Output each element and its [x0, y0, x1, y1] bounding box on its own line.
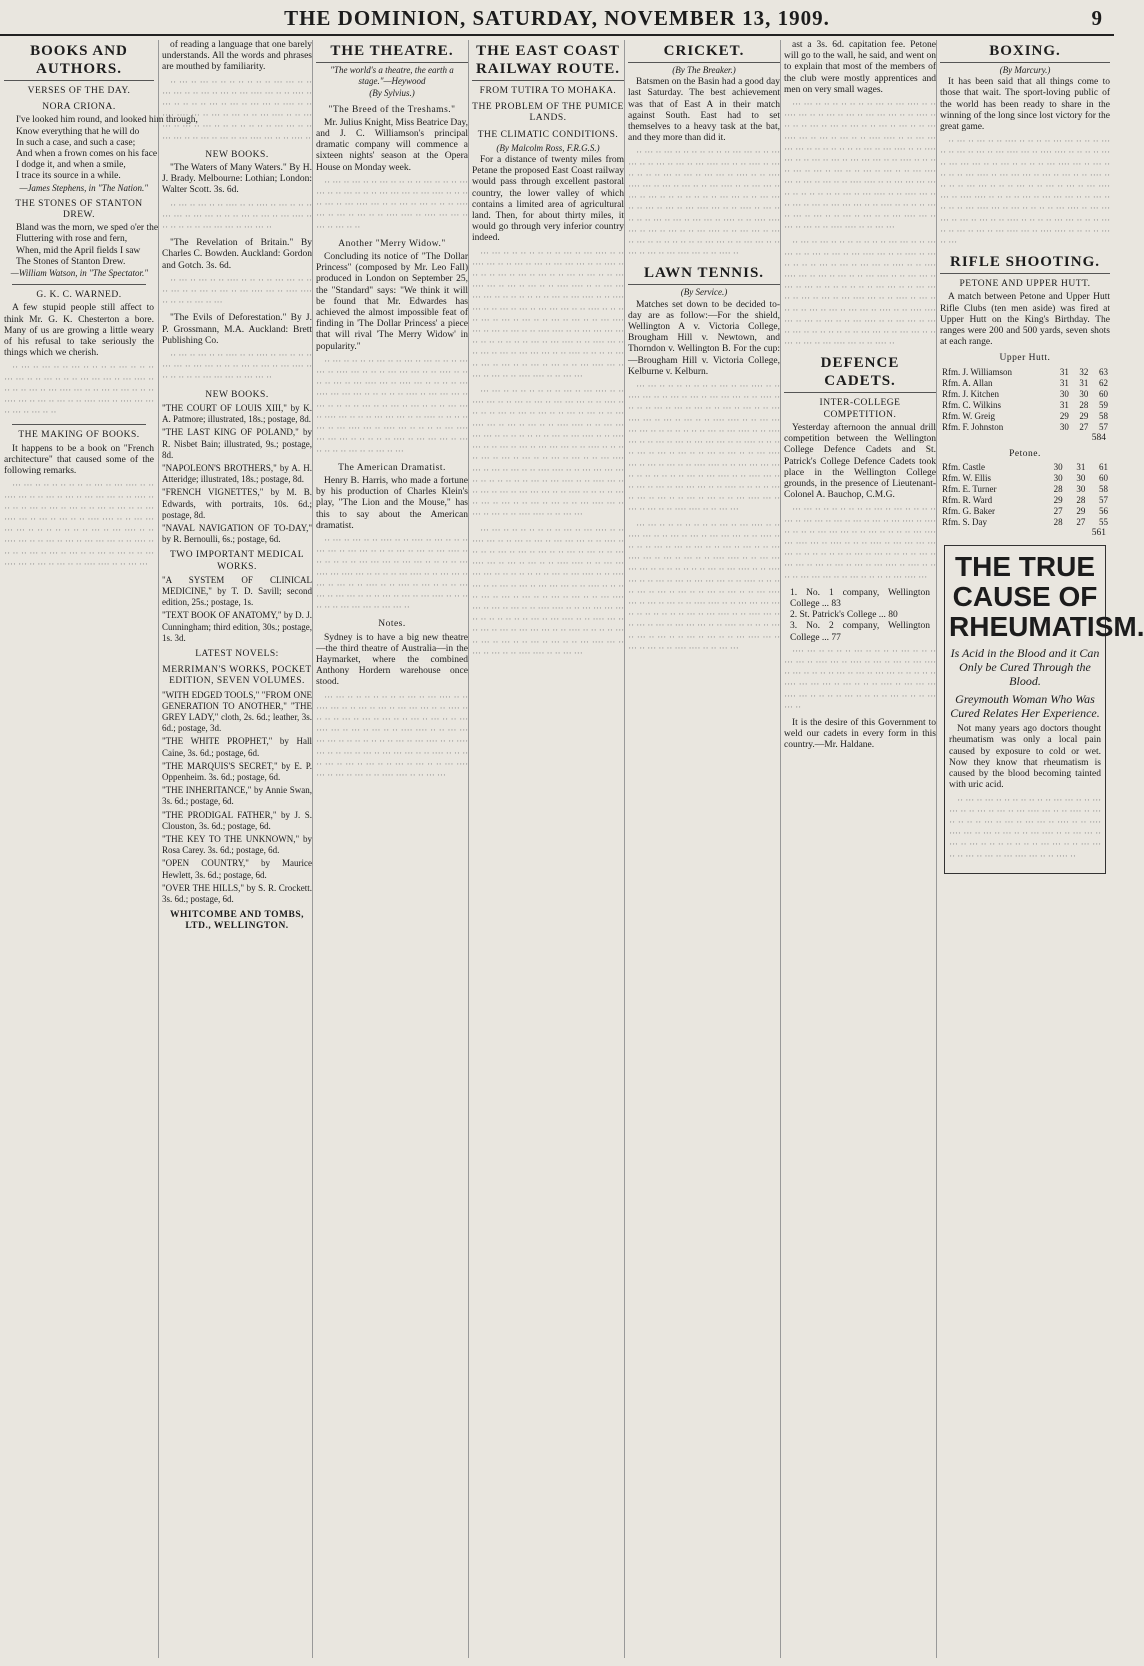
column-cricket	[624, 40, 780, 1658]
verse-line: Know everything that he will do	[16, 126, 140, 137]
body-text: ast a 3s. 6d. capitation fee. Petone will go to the wall, he said, and went on to explain that most of the members of the club were mostly apprentices and men on very small wages.	[784, 40, 936, 95]
masthead	[0, 0, 1114, 36]
body-text: ·· ··· ·· ··· ·· ·· ·· ·· ·· ·· ·· ··· ··· ·· ·· ··· ··· ·· ·· ··· ·· ··· ·· ··· ···· ··· ·· ·· ···· ·· ··· ·· ·· ·· ·· ··· ·· ··· ·· ··· ··· ·· ···· ·· ·· ···· ···· ··· ·· ··· ·· ··· ·· ·· ··· ···· ·· ·· ··· ··· ·· ··· ·· ··· ·· ·· ·· ·· ·· ·· ·· ··· ··· ·· ·· ··· ··· ·· ·· ··· ·· ··· ·· ··· ···· ··· ·· ·· ···· ·· ··· ·· ·· ·· ·· ··· ·· ··· ·· ··· ··· ·· ···· ·· ·· ···· ···· ··· ·· ··· ·· ··· ·· ·· ··· ···· ·· ·· ··· ··· ·· ··· ·· ··· ·· ·· ·· ·· ·· ·· ·· ··· ··· ·· ·· ··· ··· ·· ·· ··· ·· ··· ·· ··· ···· ··· ·· ·· ···· ··	[784, 238, 936, 350]
score-row	[940, 484, 1110, 495]
body-text: ··· ··· ·· ·· ·· ·· ·· ·· ·· ··· ·· ··· ···· ·· ·· ···· ··· ·· ·· ··· ·· ··· ·· ··· ··· ··· ·· ·· ···· ·· ·· ·· ·· ··· ·· ··· ·· ··· ·· ·· ··· ·· ··· ·· ·· ··· ···· ··· ·· ··· ·· ··· ·· ·· ···· ···· ·· ·· ··· ··· ··· ··· ·· ·· ·· ·· ·· ·· ·· ··· ·· ··· ···· ·· ·· ···· ··· ·· ·· ··· ·· ··· ·· ··· ··· ··· ·· ·· ···· ·· ·· ·· ·· ··· ·· ··· ·· ··· ·· ·· ··· ·· ··· ·· ·· ··· ···· ··· ·· ··· ·· ··· ·· ·· ···· ···· ·· ·· ··· ···	[316, 692, 468, 781]
body-text: ··· ··· ·· ·· ·· ·· ·· ·· ·· ··· ·· ··· ···· ·· ·· ···· ··· ·· ·· ··· ·· ··· ·· ··· ··· ··· ·· ·· ···· ·· ·· ·· ·· ··· ·· ··· ·· ··· ·· ·· ··· ·· ··· ·· ·· ··· ···· ··· ·· ··· ·· ··· ·· ·· ···· ···· ·· ·· ··· ··· ··· ··· ·· ·· ·· ·· ·· ·· ·· ··· ·· ··· ···· ·· ·· ···· ··· ·· ·· ··· ·· ··· ·· ··· ··· ··· ·· ·· ···· ·· ·· ·· ·· ··· ·· ··· ·· ··· ·· ·· ··· ·· ··· ·· ·· ··· ···· ··· ·· ··· ·· ··· ·· ·· ···· ···· ·· ·· ··· ··· ··· ··· ·· ·· ·· ·· ·· ·· ·· ··· ·· ··· ···· ·· ·· ···· ··· ·· ·· ··· ·· ··· ·· ··· ··· ··· ·· ·· ···· ·· ·· ·· ·· ··· ·· ··· ·· ··· ·· ·· ··· ·· ··· ·· ·· ··· ···· ··· ·· ··· ·· ··· ·· ·· ···· ···· ·· ·· ··· ···	[472, 387, 624, 521]
score-cell: 31	[1059, 366, 1069, 377]
column-new-books	[158, 40, 312, 1658]
score-cell: 29	[1053, 495, 1063, 506]
score-row	[940, 495, 1110, 506]
score-cell: 28	[1076, 495, 1086, 506]
notes-text: Sydney is to have a big new theatre—the third theatre of Australia—in the Haymarket, where the combined Anthony Hordern warehouse once stood.	[316, 632, 468, 688]
cricket-text: Batsmen on the Basin had a good day last Saturday. The best achievement was that of East A in their match against South. East had to set themselves to a heavy task at the bat, and they more than did it.	[628, 77, 780, 144]
cadets-heading: DEFENCE CADETS.	[784, 354, 936, 393]
boxing-text: It has been said that all things come to those that wait. The sport-loving public of the world has been ready to share in the winning of the long since lost victory for the great game.	[940, 77, 1110, 133]
nora-author: —James Stephens, in "The Nation."	[19, 182, 148, 193]
body-text: ···· ··· ·· ·· ·· ·· ··· ·· ·· ·· ·· ··· ·· ·· ·· ··· ··· ·· ···· ··· ·· ···· ·· ··· ·· ··· ·· ··· ···· ·· ··· ·· ·· ·· ·· ··· ·· ··· ·· ··· ··· ·· ·· ·· ·· ·· ···· ··· ··· ··· ·· ··· ·· ·· ·· ···· ·· ··· ··· ··· ···· ··· ·· ·· ·· ·· ··· ·· ·· ·· ·· ··· ·· ·· ·· ··· ··· ··	[784, 646, 936, 713]
result-row: 2. St. Patrick's College ... 80	[790, 610, 898, 621]
divider	[12, 424, 146, 425]
verse-line: When, mid the April fields I saw	[16, 245, 141, 256]
body-text: ··· ··· ·· ·· ·· ·· ·· ·· ·· ··· ·· ··· ···· ·· ·· ···· ··· ·· ·· ··· ·· ··· ·· ··· ··· ··· ·· ·· ···· ·· ·· ·· ·· ··· ·· ··· ·· ··· ·· ·· ··· ·· ··· ·· ·· ··· ···· ··· ·· ··· ·· ··· ·· ·· ···· ···· ·· ·· ··· ··· ··· ··· ·· ·· ·· ·· ·· ·· ·· ··· ·· ··· ···· ·· ·· ···· ··· ·· ·· ··· ·· ··· ·· ··· ··· ··· ·· ·· ···· ·· ·· ·· ·· ··· ·· ··· ·· ··· ·· ·· ··· ·· ··· ·· ·· ··· ···· ··· ·· ··· ·· ··· ·· ·· ···· ···· ·· ·· ··· ···	[4, 481, 154, 570]
railway-climatic: THE CLIMATIC CONDITIONS.	[477, 129, 619, 140]
list-item: "THE KEY TO THE UNKNOWN," by Rosa Carey. 3s. 6d.; postage, 6d.	[162, 834, 312, 856]
making-text: It happens to be a book on "French architecture" that caused some of the following remarks.	[4, 443, 154, 477]
score-cell: 60	[1099, 473, 1108, 484]
verse-line: And when a frown comes on his face	[16, 149, 158, 160]
railway-route: FROM TUTIRA TO MOHAKA.	[479, 86, 617, 96]
boxing-byline: (By Marcury.)	[999, 65, 1051, 75]
score-row	[940, 506, 1110, 517]
verse-line: The Stones of Stanton Drew.	[16, 256, 126, 267]
ad-text: Not many years ago doctors thought rheumatism was only a local pain caused by exposure to cold or wet. Now they know that rheumatism is caused by the blood becoming tainted with uric acid.	[949, 724, 1101, 791]
score-cell: 60	[1099, 388, 1108, 399]
ad-title: THE TRUE CAUSE OF RHEUMATISM.	[949, 551, 1144, 643]
ad-subtitle: Is Acid in the Blood and it Can Only be Cured Through the Blood.	[950, 646, 1100, 689]
column-theatre	[312, 40, 468, 1658]
body-text: ·· ··· ·· ··· ·· ·· ···· ·· ·· ···· ·· ··· ·· ·· ·· ··· ··· ·· ··· ··· ·· ·· ·· ··· ·· ··· ·· ··· ···· ·· ·· ·· ·· ·· ·· ··· ··· ··· ·· ··· ··· ·· ·· ·· ·· ··· ···· ··· ···· ··· ·· ·· ·· ·· ··· ···· ·· ·· ··· ··· ·· ··· ·· ··· ·· ·· ···· ·· ·· ···· ·· ··· ·· ·· ·· ··· ··· ·· ··· ··· ·· ·· ·· ··· ·· ··· ·· ··· ···· ·· ·· ·· ·· ·· ·· ··· ··· ··· ·· ··· ··· ··	[316, 535, 468, 614]
evils-title: "The Evils of Deforestation." By J. P. Grossmann, M.A. Auckland: Brett Publishing Co.	[162, 313, 312, 346]
petone-label: Petone.	[1009, 448, 1041, 459]
score-cell: Rfm. G. Baker	[942, 506, 995, 517]
medical-list	[162, 575, 312, 644]
score-cell: 57	[1099, 495, 1108, 506]
body-text: ·· ··· ·· ··· ·· ·· ·· ·· ·· ·· ·· ··· ··· ·· ·· ··· ··· ·· ·· ··· ·· ··· ·· ··· ···· ··· ·· ·· ···· ·· ··· ·· ·· ·· ·· ··· ·· ··· ·· ··· ··· ·· ···· ·· ·· ···· ···· ··· ·· ··· ·· ··· ·· ·· ··· ···· ·· ·· ··· ··· ·· ··· ·· ··· ·· ·· ·· ·· ·· ·· ·· ··· ··· ·· ·· ··· ··· ·· ·· ··· ·· ··· ·· ··· ···· ··· ·· ·· ···· ··	[949, 795, 1101, 862]
column-cadets	[780, 40, 936, 1658]
nora-poem	[16, 115, 198, 182]
lawn-heading: LAWN TENNIS.	[628, 264, 780, 285]
latest-sub: MERRIMAN'S WORKS, POCKET EDITION, SEVEN VOLUMES.	[162, 665, 312, 687]
column-railway	[468, 40, 624, 1658]
masthead-title: THE DOMINION, SATURDAY, NOVEMBER 13, 1909.	[284, 6, 830, 30]
list-item: "FRENCH VIGNETTES," by M. B. Edwards, with portraits, 10s. 6d.; postage, 8d.	[162, 487, 312, 520]
result-row: 1. No. 1 company, Wellington College ... 83	[790, 587, 930, 609]
score-cell: 59	[1099, 399, 1108, 410]
lawn-text: Matches set down to be decided to-day are as follow:—For the shield, Wellington A v. Victoria College, Brougham Hill v. Newtown, and Thorndon v. Wellington B. For the cup:—Brougham Hill v. Victoria College, Kelburne v. Kelburn.	[628, 299, 780, 377]
stanton-title: THE STONES OF STANTON DREW.	[15, 198, 143, 221]
score-cell: 62	[1099, 377, 1108, 388]
american-heading: The American Dramatist.	[338, 462, 446, 473]
list-item: "A SYSTEM OF CLINICAL MEDICINE," by T. D. Savill; second edition, 25s.; postage, 1s.	[162, 574, 312, 608]
rifle-text: A match between Petone and Upper Hutt Rifle Clubs (ten men aside) was fired at Upper Hutt on the King's Birthday. The ranges were 200 and 500 yards, seven shots at each range.	[940, 292, 1110, 348]
list-item: "THE INHERITANCE," by Annie Swan, 3s. 6d.; postage, 6d.	[162, 785, 312, 807]
verse-line: In such a case, and such a case;	[16, 137, 136, 148]
upper-hutt-scores	[940, 367, 1110, 433]
petone-total: 561	[1091, 528, 1106, 539]
theatre-epigraph: "The world's a theatre, the earth a stage."—Heywood	[330, 65, 454, 87]
nora-title: NORA CRIONA.	[42, 102, 116, 113]
body-text: ··· ··· ·· ·· ·· ·· ·· ·· ·· ··· ·· ··· ···· ·· ·· ···· ··· ·· ·· ··· ·· ··· ·· ··· ··· ··· ·· ·· ···· ·· ·· ·· ·· ··· ·· ··· ·· ··· ·· ·· ··· ·· ··· ·· ·· ··· ···· ··· ·· ··· ·· ··· ·· ·· ···· ···· ·· ·· ··· ··· ··· ··· ·· ·· ·· ·· ·· ·· ·· ··· ·· ··· ···· ·· ·· ···· ··· ·· ·· ··· ·· ··· ·· ··· ··· ··· ·· ·· ···· ·· ·· ·· ·· ··· ·· ··· ·· ··· ·· ·· ··· ·· ··· ·· ·· ··· ···· ··· ·· ··· ·· ··· ·· ·· ···· ···· ·· ·· ··· ··· ··· ··· ·· ·· ·· ·· ·· ·· ·· ··· ·· ··· ···· ·· ·· ···· ··· ·· ·· ··· ·· ··· ·· ··· ··· ··· ·· ·· ···· ·· ·· ·· ·· ··· ·· ··· ·· ··· ·· ·· ··· ·· ··· ·· ·· ··· ···· ··· ·· ··· ·· ··· ·· ·· ···· ···· ·· ·· ··· ···	[472, 248, 624, 382]
score-cell: 57	[1099, 421, 1108, 432]
rifle-heading: RIFLE SHOOTING.	[940, 253, 1110, 274]
gkc-heading: G. K. C. WARNED.	[36, 290, 122, 301]
page-number: 9	[1091, 6, 1102, 30]
score-cell: 30	[1079, 388, 1089, 399]
score-row	[940, 517, 1110, 528]
score-cell: Rfm. C. Wilkins	[942, 399, 1001, 410]
breed-heading: "The Breed of the Treshams."	[328, 104, 456, 115]
body-text: of reading a language that one barely understands. All the words and phrases are mouthed by familiarity.	[162, 40, 312, 73]
score-cell: Rfm. A. Allan	[942, 377, 993, 388]
verse-line: I dodge it, and when a smile,	[16, 160, 126, 171]
score-cell: 29	[1079, 410, 1089, 421]
cadets-results	[790, 588, 930, 644]
body-text: ·· ··· ·· ··· ·· ·· ···· ·· ·· ·· ·· ··· ··· ·· ·· ·· ··· ·· ·· ··· ·· ··· ·· ··· ···· ··· ·· ···· ···· ·· ·· ·· ·· ··· ·· ··· ··· ··· ·· ·· ··· ·· ·· ·· ·· ··· ···· ··· ·· ··· ·· ·· ·· ·· ··· ···· ·· ··· ··· ··· ·· ··· ·· ··· ·· ·· ···· ·· ·· ·· ·· ··· ··· ·· ·· ·· ··· ·· ·· ··· ·· ··· ·· ··· ···· ··· ·· ···· ···· ·· ·· ·· ·· ··· ·· ··· ··· ··· ·· ·· ··· ·· ·· ·· ·· ··· ···· ··· ·· ··· ·· ·· ·· ·· ··· ···· ·· ··· ··· ··· ·· ··· ·· ··· ·· ·· ···· ·· ·· ·· ·· ··· ··· ·· ·· ·· ··· ·· ·· ··· ·· ··· ·· ··· ···· ··· ·· ···· ···· ·· ·· ·· ·· ··· ·· ···	[940, 137, 1110, 249]
new-books-list-heading: NEW BOOKS.	[205, 389, 269, 400]
score-row	[940, 378, 1110, 389]
body-text: ··· ··· ·· ·· ·· ·· ·· ·· ·· ··· ·· ··· ···· ·· ·· ···· ··· ·· ·· ··· ·· ··· ·· ··· ··· ··· ·· ·· ···· ·· ·· ·· ·· ··· ·· ··· ·· ··· ·· ·· ··· ·· ··· ·· ·· ··· ···· ··· ·· ··· ·· ··· ·· ·· ···· ···· ·· ·· ··· ··· ··· ··· ·· ·· ·· ·· ·· ·· ·· ··· ·· ··· ···· ·· ·· ···· ··· ·· ·· ··· ·· ··· ·· ··· ··· ··· ·· ·· ···· ·· ·· ·· ·· ··· ·· ··· ·· ··· ·· ·· ··· ·· ··· ·· ·· ··· ···· ··· ·· ··· ·· ··· ·· ·· ···· ···· ·· ·· ··· ··· ··· ··· ·· ·· ·· ·· ·· ·· ·· ··· ·· ··· ···· ·· ·· ···· ··· ·· ·· ··· ·· ··· ·· ··· ··· ··· ·· ·· ···· ·· ·· ·· ·· ··· ·· ··· ·· ··· ·· ·· ··· ·· ··· ·· ·· ··· ···· ··· ·· ··· ·· ··· ·· ·· ···· ···· ·· ·· ··· ···	[784, 100, 936, 234]
score-cell: 27	[1079, 421, 1089, 432]
body-text: ·· ··· ·· ·· ·· ·· ··· ·· ·· ··· ·· ··· ·· ·· ·· ··· ··· ·· ···· ··· ·· ·· ·· ··· ··· ··· ·· ·· ···· ·· ·· ·· ·· ··· ·· ··· ···· ··· ·· ···· ··· ·· ·· ·· ·· ··· ···· ··· ··· ··· ·· ·· ·· ·· ·· ···· ·· ··· ··· ··· ·· ··· ·· ·· ·· ·· ··· ·· ·· ··· ·· ··· ·· ·· ·· ··· ··· ·· ···· ··· ·· ·· ·· ··· ··· ··· ·· ·· ···· ·· ·· ·· ·· ··· ·· ··· ···· ··· ·· ···· ··· ·· ·· ·· ·· ··· ···· ··· ··· ··· ·· ·· ·· ·· ·· ···· ·· ··· ··· ··· ·· ··· ·· ·· ·· ·· ··· ·· ·· ··· ·· ···	[316, 356, 468, 457]
body-text: ·· ··· ·· ··· ·· ·· ···· ·· ·· ···· ·· ··· ·· ·· ·· ··· ··· ·· ··· ··· ·· ·· ·· ··· ·· ··· ·· ··· ···· ·· ·· ·· ·· ·· ·· ··· ··· ··· ·· ··· ··· ··	[162, 351, 312, 384]
boxing-heading: BOXING.	[940, 42, 1110, 63]
cadets-text: Yesterday afternoon the annual drill competition between the Wellington College Defence Cadets and St. Patrick's College Defence Cadets took place in the Wellington College grounds, in the presence of Lieutenant-Colonel A. Bauchop, C.M.G.	[784, 422, 936, 501]
body-text: ·· ··· ·· ··· ·· ·· ···· ·· ·· ···· ·· ··· ·· ·· ·· ··· ··· ·· ··· ··· ·· ·· ·· ··· ·· ··· ·· ··· ···· ·· ·· ·· ·· ·· ·· ··· ··· ··· ·· ··· ··· ··	[162, 200, 312, 234]
verse-line: Fluttering with rose and fern,	[16, 234, 128, 245]
score-cell: 61	[1099, 462, 1108, 473]
score-cell: 28	[1079, 399, 1089, 410]
list-item: "NAPOLEON'S BROTHERS," by A. H. Atteridge; illustrated, 18s.; postage, 8d.	[162, 462, 312, 485]
theatre-byline: (By Sylvius.)	[369, 88, 415, 99]
making-heading: THE MAKING OF BOOKS.	[18, 430, 140, 441]
body-text: ·· ··· ·· ··· ·· ·· ···· ·· ·· ·· ·· ··· ··· ·· ·· ·· ··· ·· ·· ··· ·· ··· ·· ··· ···· ··· ·· ···· ···· ·· ·· ·· ·· ··· ·· ···	[162, 275, 312, 309]
verse-line: I've looked him round, and looked him through,	[16, 115, 198, 126]
score-cell: 30	[1076, 473, 1086, 484]
score-cell: 31	[1059, 377, 1069, 388]
list-item: "WITH EDGED TOOLS," "FROM ONE GENERATION TO ANOTHER," "THE GREY LADY," cloth, 2s. 6d.; leather, 3s. 6d.; postage, 3d.	[162, 689, 312, 734]
body-text: ··· ··· ·· ·· ·· ·· ·· ·· ·· ··· ·· ··· ···· ·· ·· ···· ··· ·· ·· ··· ·· ··· ·· ··· ··· ··· ·· ·· ···· ·· ·· ·· ·· ··· ·· ··· ·· ··· ·· ·· ··· ·· ··· ·· ·· ··· ···· ··· ·· ··· ·· ··· ·· ·· ···· ···· ·· ·· ··· ··· ··· ··· ·· ·· ·· ·· ·· ·· ·· ··· ·· ··· ···· ·· ·· ···· ··· ·· ·· ··· ·· ··· ·· ··· ··· ··· ·· ·· ···· ·· ·· ·· ·· ··· ·· ··· ·· ··· ·· ·· ··· ·· ··· ·· ·· ··· ···· ··· ·· ··· ·· ··· ·· ·· ···· ···· ·· ·· ··· ··· ··· ··· ·· ·· ·· ·· ·· ·· ·· ··· ·· ··· ···· ·· ·· ···· ··· ·· ·· ··· ·· ··· ·· ··· ··· ··· ·· ·· ···· ·· ·· ·· ·· ··· ·· ··· ·· ··· ·· ·· ··· ·· ··· ·· ·· ··· ···· ··· ·· ··· ·· ··· ·· ·· ···· ···· ·· ·· ··· ···	[628, 382, 780, 516]
score-cell: 29	[1076, 506, 1086, 517]
column-books-and-authors	[4, 40, 198, 1658]
another-heading: Another "Merry Widow."	[338, 238, 446, 249]
column-boxing-rifle	[936, 40, 1144, 1658]
result-row: 3. No. 2 company, Wellington College ... 77	[790, 621, 930, 643]
score-row	[940, 422, 1110, 433]
verse-line: I trace its source in a while.	[16, 171, 121, 182]
score-cell: 58	[1099, 410, 1108, 421]
railway-text: For a distance of twenty miles from Petane the proposed East Coast railway would pass through excellent pastoral country, the lower valley of which contains a limited area of agricultural land. Then, for about thirty miles, it would go through very inferior country indeed.	[472, 155, 624, 244]
score-cell: 32	[1079, 366, 1089, 377]
score-cell: 30	[1059, 421, 1069, 432]
score-cell: 31	[1076, 462, 1086, 473]
rheumatism-advert	[944, 545, 1144, 873]
score-row	[940, 400, 1110, 411]
stanton-author: —William Watson, in "The Spectator."	[10, 268, 148, 279]
medical-heading: TWO IMPORTANT MEDICAL WORKS.	[169, 550, 305, 572]
list-item: "TEXT BOOK OF ANATOMY," by D. J. Cunningham; third edition, 30s.; postage, 1s. 3d.	[162, 610, 312, 643]
body-text: ·· ··· ·· ··· ·· ·· ··· ·· ·· ·· ·· ··· ·· ·· ·· ··· ··· ·· ·· ··· ·· ·· ·· ··· ··· ··· ·· ··· ···· ·· ·· ·· ·· ··· ·· ··· ···· ··· ·· ·· ··· ·· ··· ·· ·· ·· ···· ··· ·· ··· ·· ··· ·· ·· ···· ···· ·· ···· ··· ··· ·· ··· ·· ··· ·· ··	[316, 177, 468, 233]
cadets-sub: INTER-COLLEGE COMPETITION.	[819, 398, 901, 420]
latest-list	[162, 690, 312, 906]
list-item: "OVER THE HILLS," by S. R. Crockett. 3s. 6d.; postage, 6d.	[162, 882, 312, 905]
body-text: ·· ··· ·· ··· ·· ·· ·· ·· ·· ·· ·· ··· ··· ·· ·· ··· ··· ·· ·· ··· ·· ··· ·· ··· ···· ··· ·· ·· ···· ·· ··· ·· ·· ·· ·· ··· ·· ··· ·· ··· ··· ·· ···· ·· ·· ···· ···· ··· ·· ··· ·· ··· ·· ·· ··· ···· ·· ·· ··· ··· ·· ··· ·· ··· ·· ·· ·· ·· ·· ·· ·· ··· ··· ·· ·· ··· ··· ·· ·· ··· ·· ··· ·· ··· ···· ··· ·· ·· ···· ··	[162, 77, 312, 144]
list-item: "THE PRODIGAL FATHER," by J. S. Clouston, 3s. 6d.; postage, 6d.	[162, 809, 312, 831]
score-cell: Rfm. W. Greig	[942, 410, 995, 421]
revelation-title: "The Revelation of Britain." By Charles C. Bowden. Auckland: Gordon and Gotch. 3s. 6d.	[162, 238, 312, 271]
american-text: Henry B. Harris, who made a fortune by his production of Charles Klein's play, "The Lion and the Mouse," has this to say about the American dramatist.	[316, 475, 468, 531]
cadets-text-2: It is the desire of this Government to weld our cadets in every form in this country.—Mr. Haldane.	[784, 717, 936, 751]
body-text: ·· ··· ·· ··· ·· ·· ··· ·· ·· ·· ·· ··· ·· ·· ·· ··· ··· ·· ·· ··· ·· ·· ·· ··· ··· ··· ·· ··· ···· ·· ·· ·· ·· ··· ·· ··· ···· ··· ·· ·· ··· ·· ··· ·· ·· ·· ···· ··· ·· ··· ·· ··· ·· ·· ···· ···· ·· ···· ··· ··· ·· ··· ·· ··· ·· ··	[4, 363, 154, 419]
body-text: ··· ··· ·· ·· ·· ·· ·· ·· ·· ··· ·· ··· ···· ·· ·· ···· ··· ·· ·· ··· ·· ··· ·· ··· ··· ··· ·· ·· ···· ·· ·· ·· ·· ··· ·· ··· ·· ··· ·· ·· ··· ·· ··· ·· ·· ··· ···· ··· ·· ··· ·· ··· ·· ·· ···· ···· ·· ·· ··· ··· ··· ··· ·· ·· ·· ·· ·· ·· ·· ··· ·· ··· ···· ·· ·· ···· ··· ·· ·· ··· ·· ··· ·· ··· ··· ··· ·· ·· ···· ·· ·· ·· ·· ··· ·· ··· ·· ··· ·· ·· ··· ·· ··· ·· ·· ··· ···· ··· ·· ··· ·· ··· ·· ·· ···· ···· ·· ·· ··· ··· ··· ··· ·· ·· ·· ·· ·· ·· ·· ··· ·· ··· ···· ·· ·· ···· ··· ·· ·· ··· ·· ··· ·· ··· ··· ··· ·· ·· ···· ·· ·· ·· ·· ··· ·· ··· ·· ··· ·· ·· ··· ·· ··· ·· ·· ··· ···· ··· ·· ··· ·· ··· ·· ·· ···· ···· ·· ·· ··· ···	[472, 525, 624, 659]
score-cell: 30	[1076, 484, 1086, 495]
score-cell: 63	[1099, 366, 1108, 377]
score-row	[940, 367, 1110, 378]
railway-byline: (By Malcolm Ross, F.R.G.S.)	[496, 142, 600, 153]
latest-heading: LATEST NOVELS:	[195, 648, 279, 659]
lawn-byline: (By Service.)	[680, 287, 728, 298]
publisher: WHITCOMBE AND TOMBS, LTD., WELLINGTON.	[170, 910, 304, 932]
cricket-heading: CRICKET.	[628, 42, 780, 63]
score-cell: 27	[1053, 506, 1063, 517]
score-cell: 27	[1076, 517, 1086, 528]
list-item: "THE WHITE PROPHET," by Hall Caine, 3s. 6d.; postage, 6d.	[162, 736, 312, 758]
new-books-heading: NEW BOOKS.	[205, 149, 269, 160]
verses-heading: VERSES OF THE DAY.	[27, 86, 131, 96]
petone-scores	[940, 462, 1110, 528]
score-cell: Rfm. J. Kitchen	[942, 388, 999, 399]
score-cell: 30	[1053, 473, 1063, 484]
breed-text: Mr. Julius Knight, Miss Beatrice Day, and J. C. Williamson's principal dramatic company will commence a sixteen nights' season at the Opera House on Monday week.	[316, 117, 468, 173]
list-item: "NAVAL NAVIGATION OF TO-DAY," by R. Bernoulli, 6s.; postage, 6d.	[162, 522, 312, 545]
railway-problem: THE PROBLEM OF THE PUMICE LANDS.	[472, 102, 624, 124]
upper-hutt-label: Upper Hutt.	[999, 353, 1051, 364]
score-cell: 55	[1099, 517, 1108, 528]
body-text: ··· ··· ·· ·· ·· ·· ·· ·· ·· ··· ·· ··· ···· ·· ·· ···· ··· ·· ·· ··· ·· ··· ·· ··· ··· ··· ·· ·· ···· ·· ·· ·· ·· ··· ·· ··· ·· ··· ·· ·· ··· ·· ··· ·· ·· ··· ···· ··· ·· ··· ·· ··· ·· ·· ···· ···· ·· ·· ··· ··· ··· ··· ·· ·· ·· ·· ·· ·· ·· ··· ·· ··· ···· ·· ·· ···· ··· ·· ·· ··· ·· ··· ·· ··· ··· ··· ·· ·· ···· ·· ·· ·· ·· ··· ·· ··· ·· ··· ·· ·· ··· ·· ··· ·· ·· ··· ···· ··· ·· ··· ·· ··· ·· ·· ···· ···· ·· ·· ··· ··· ··· ··· ·· ·· ·· ·· ·· ·· ·· ··· ·· ··· ···· ·· ·· ···· ··· ·· ·· ··· ·· ··· ·· ··· ··· ··· ·· ·· ···· ·· ·· ·· ·· ··· ·· ··· ·· ··· ·· ·· ··· ·· ··· ·· ·· ··· ···· ··· ·· ··· ·· ··· ·· ·· ···· ···· ·· ·· ··· ···	[628, 520, 780, 654]
list-item: "THE MARQUIS'S SECRET," by E. P. Oppenheim. 3s. 6d.; postage, 6d.	[162, 760, 312, 782]
body-text: ··· ··· ·· ·· ·· ·· ·· ·· ·· ··· ·· ··· ·· ·· ·· ·· ··· ·· ··· ··· ·· ··· ·· ··· ·· ··· ·· ··· ···· ·· ···· ·· ·· ·· ·· ··· ··· ··· ·· ·· ··· ·· ·· ·· ·· ··· ···· ··· ···· ··· ·· ···· ·· ·· ·· ···· ·· ··· ··· ··· ··· ··· ·· ·· ·· ·· ·· ·· ·· ··· ·· ··· ·· ·· ·· ·· ··· ·· ··· ··· ·· ··· ·· ··· ·· ··· ·· ··· ···· ·· ···· ·· ·· ·· ·· ··· ··· ··· ·· ·· ··· ·· ·· ·· ·· ··· ···· ···	[784, 505, 936, 583]
verse-line: Bland was the morn, we sped o'er the	[16, 223, 159, 234]
score-cell: Rfm. S. Day	[942, 517, 987, 528]
score-cell: 56	[1099, 506, 1108, 517]
another-text: Concluding its notice of "The Dollar Princess" (composed by Mr. Leo Fall) produced in London on September 25, the "Standard" says: "We think it will be found that Mr. Edwardes has achieved the almost impossible feat of finding in 'The Dollar Princess' a piece that will rival 'The Merry Widow' in popularity."	[316, 252, 468, 352]
score-cell: 31	[1079, 377, 1089, 388]
score-cell: Rfm. F. Johnston	[942, 421, 1004, 432]
gkc-text: A few stupid people still affect to think Mr. G. K. Chesterton a bore. Many of us are growing a little weary of his refusal to take seriously the things which we cherish.	[4, 303, 154, 359]
rifle-sub: PETONE AND UPPER HUTT.	[959, 279, 1091, 290]
score-cell: 28	[1053, 484, 1063, 495]
score-cell: Rfm. R. Ward	[942, 495, 993, 506]
score-cell: Rfm. Castle	[942, 462, 985, 473]
body-text: ·· ··· ·· ··· ·· ·· ·· ·· ·· ·· ·· ··· ··· ·· ·· ··· ··· ·· ·· ··· ·· ··· ·· ··· ···· ··· ·· ·· ···· ·· ··· ·· ·· ·· ·· ··· ·· ··· ·· ··· ··· ·· ···· ·· ·· ···· ···· ··· ·· ··· ·· ··· ·· ·· ··· ···· ·· ·· ··· ··· ·· ··· ·· ··· ·· ·· ·· ·· ·· ·· ·· ··· ··· ·· ·· ··· ··· ·· ·· ··· ·· ··· ·· ··· ···· ··· ·· ·· ···· ·· ··· ·· ·· ·· ·· ··· ·· ··· ·· ··· ··· ·· ···· ·· ·· ···· ···· ··· ·· ··· ·· ··· ·· ·· ··· ···· ·· ·· ··· ··· ·· ··· ·· ··· ·· ·· ·· ·· ·· ·· ·· ··· ··· ·· ·· ··· ··· ·· ·· ··· ·· ··· ·· ··· ···· ··· ·· ·· ···· ··	[628, 148, 780, 260]
score-cell: 30	[1053, 462, 1063, 473]
score-cell: 29	[1059, 410, 1069, 421]
list-item: "THE LAST KING OF POLAND," by R. Nisbet Bain; illustrated, 9s.; postage, 8d.	[162, 427, 312, 460]
stanton-poem	[16, 223, 159, 268]
upper-hutt-total: 584	[1091, 432, 1106, 443]
ad-subtitle-2: Greymouth Woman Who Was Cured Relates Her Experience.	[950, 692, 1100, 721]
score-cell: Rfm. E. Turner	[942, 484, 997, 495]
score-row	[940, 462, 1110, 473]
score-cell: 30	[1059, 388, 1069, 399]
divider	[12, 284, 146, 285]
railway-heading: THE EAST COAST RAILWAY ROUTE.	[472, 42, 624, 81]
score-cell: 58	[1099, 484, 1108, 495]
score-row	[940, 473, 1110, 484]
list-item: "THE COURT OF LOUIS XIII," by K. A. Patmore; illustrated, 18s.; postage, 8d.	[162, 402, 312, 425]
waters-title: "The Waters of Many Waters." By H. J. Brady. Melbourne: Lothian; London: Walter Scott. 3s. 6d.	[162, 163, 312, 196]
score-cell: Rfm. W. Ellis	[942, 473, 992, 484]
cricket-byline: (By The Breaker.)	[672, 65, 736, 75]
score-row	[940, 411, 1110, 422]
score-cell: 28	[1053, 517, 1063, 528]
theatre-heading: THE THEATRE.	[316, 42, 468, 63]
score-cell: Rfm. J. Williamson	[942, 366, 1012, 377]
list-item: "OPEN COUNTRY," by Maurice Hewlett, 3s. 6d.; postage, 6d.	[162, 858, 312, 880]
books-authors-heading: BOOKS AND AUTHORS.	[4, 42, 154, 81]
notes-heading: Notes.	[378, 619, 406, 630]
score-row	[940, 389, 1110, 400]
new-books-list	[162, 403, 312, 545]
score-cell: 31	[1059, 399, 1069, 410]
